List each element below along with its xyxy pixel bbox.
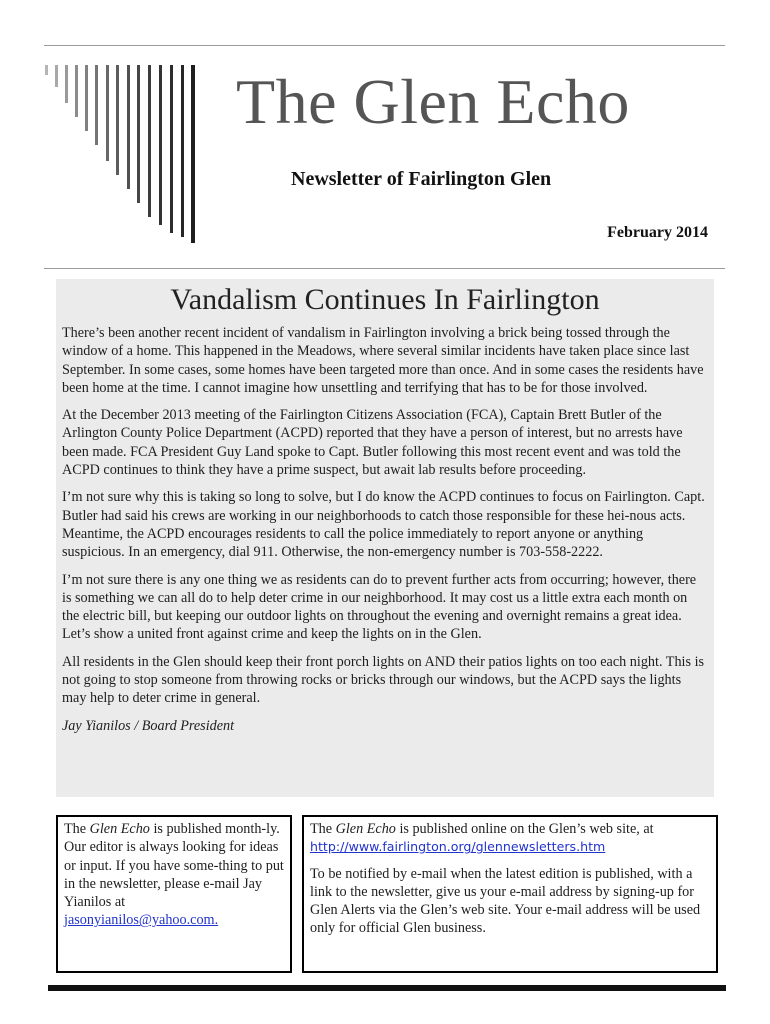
- online-edition-text: [310, 820, 710, 857]
- article-paragraph: I’m not sure why this is taking so long to solve, but I do know the ACPD continues to focus on Fairlington. Capt. Butler had said his crews are working in our neighborhoods to catch those responsible for these hei-nous acts. Meantime, the ACPD encourages residents to call the police immediately to report anyone or anything suspicious. In an emergency, dial 911. Otherwise, the non-emergency number is 703-558-2222.: [62, 489, 705, 561]
- online-edition-box: [302, 815, 718, 973]
- editor-contact-text: [64, 820, 284, 930]
- article-signature: Jay Yianilos / Board President: [62, 717, 235, 734]
- footer-bar: [48, 985, 726, 991]
- newsletter-url-link[interactable]: http://www.fairlington.org/glennewsletters.htm: [310, 839, 606, 855]
- newsletter-title: The Glen Echo: [236, 66, 630, 137]
- article-body: [56, 324, 714, 735]
- article-vandalism: [56, 279, 714, 797]
- newsletter-subtitle: Newsletter of Fairlington Glen: [291, 168, 552, 190]
- article-paragraph: There’s been another recent incident of vandalism in Fairlington involving a brick being tossed through the window of a home. This happened in the Meadows, where several similar incidents have taken place since last September. In some cases, some homes have been targeted more than once. And in some cases the residents have been home at the time. I cannot imagine how unsettling and terrifying that has to be for those involved.: [62, 325, 704, 396]
- box-text-prefix: The: [310, 821, 336, 837]
- box-text-prefix: The: [64, 821, 90, 837]
- article-headline: Vandalism Continues In Fairlington: [170, 283, 600, 316]
- article-paragraph: All residents in the Glen should keep their front porch lights on AND their patios lights on too each night. This is not going to stop someone from throwing rocks or bricks through our windows, but the ACPD says the lights may help to deter crime in general.: [62, 653, 705, 707]
- issue-date: February 2014: [607, 224, 708, 241]
- publication-name: Glen Echo: [89, 821, 150, 837]
- editor-contact-body: is published month-ly. Our editor is always looking for ideas or input. If you have some-thing to put in the newsletter, please e-mail Jay Yianilos at: [64, 821, 284, 911]
- online-edition-body: is published online on the Glen’s web site, at: [395, 821, 654, 837]
- article-paragraph: I’m not sure there is any one thing we as residents can do to prevent further acts from occurring; however, there is something we can all do to help deter crime in our neighborhood. It may cost us a little extra each month on the electric bill, but keeping our outdoor lights on throughout the evening and overnight remains a great idea. Let’s show a united front against crime and keep the lights on in the Glen.: [62, 571, 697, 643]
- editor-contact-box: [56, 815, 292, 973]
- header-divider: [44, 268, 725, 269]
- article-paragraph: At the December 2013 meeting of the Fairlington Citizens Association (FCA), Captain Brett Butler of the Arlington County Police Department (ACPD) reported that they have a person of interest, but no arrests have been made. FCA President Guy Land spoke to Capt. Butler following this most recent event and was told the ACPD continues to think they have a prime suspect, but await lab results before proceeding.: [62, 407, 683, 479]
- editor-email-link[interactable]: jasonyianilos@yahoo.com.: [64, 912, 219, 929]
- email-notification-text: To be notified by e-mail when the latest edition is published, with a link to the newsletter, give us your e-mail address by signing-up for Glen Alerts via the Glen’s web site. Your e-mail address will be used only for official Glen business.: [310, 865, 701, 937]
- publication-name: Glen Echo: [335, 821, 396, 837]
- masthead-bars-graphic: [0, 0, 200, 260]
